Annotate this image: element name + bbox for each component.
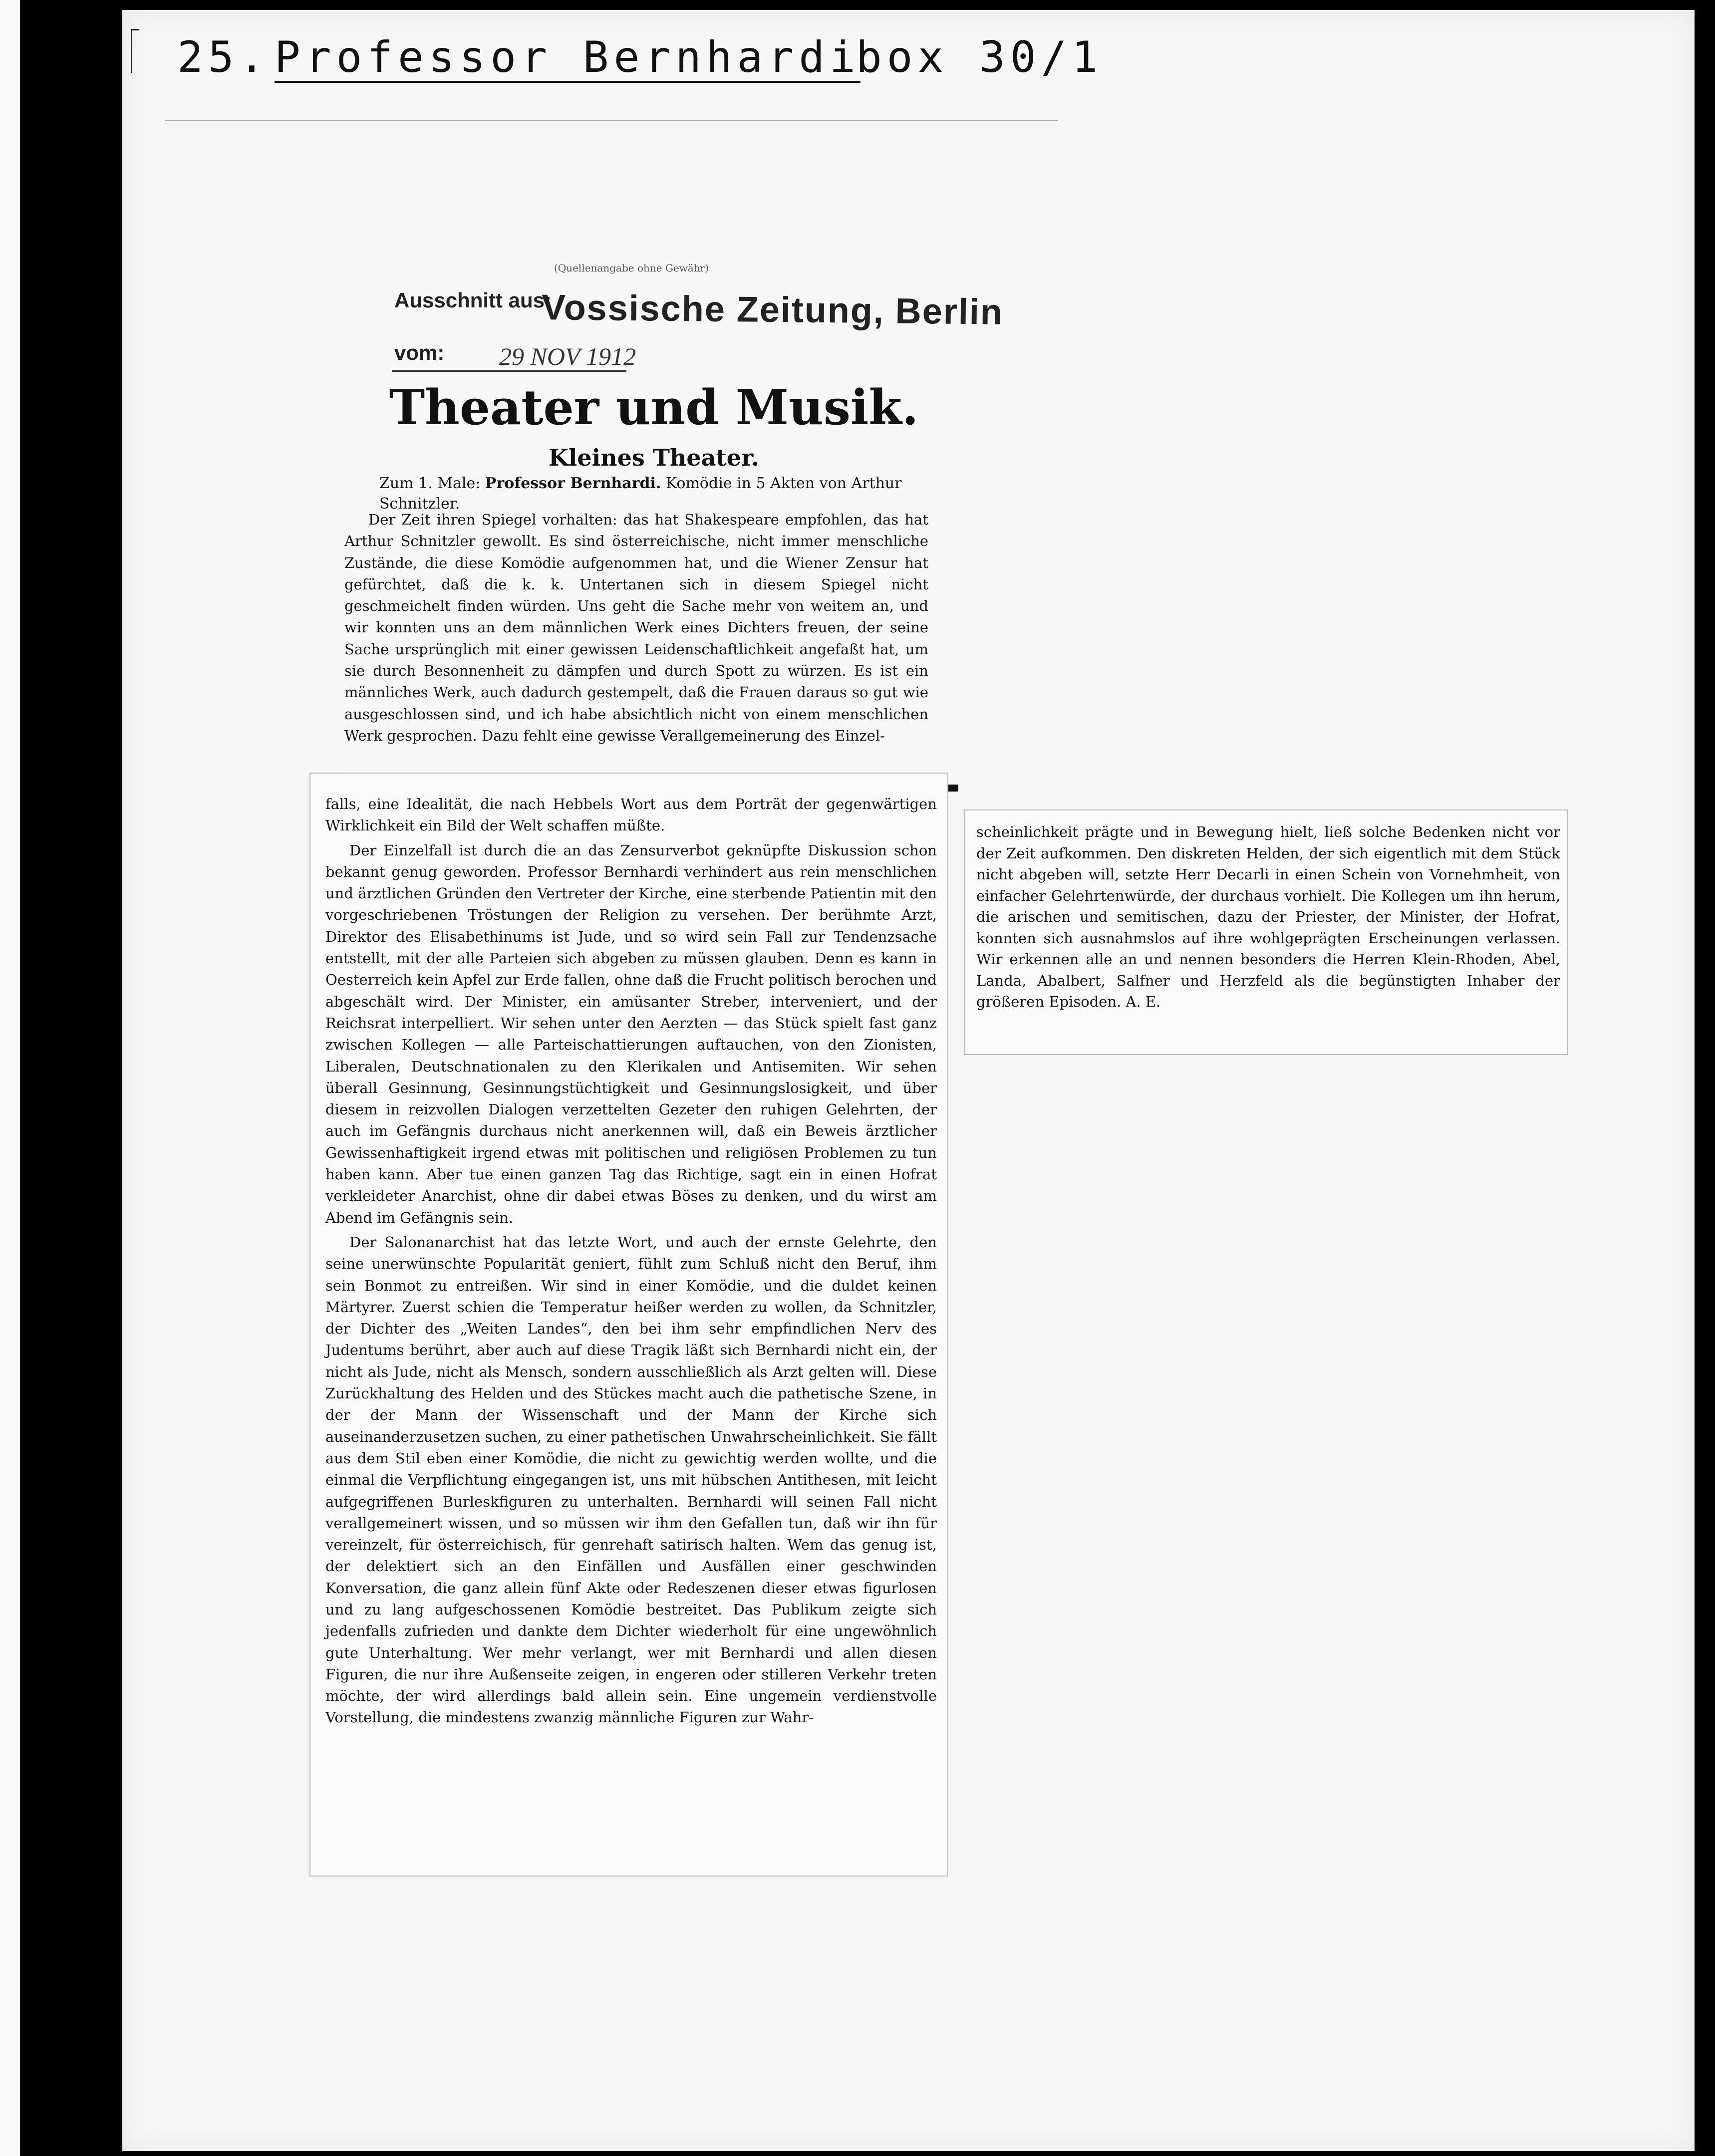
folder-number: 25.: [177, 32, 270, 82]
clipping-date: 29 NOV 1912: [499, 342, 636, 370]
folder-title: Professor Bernhardi: [275, 32, 860, 82]
article-heading: Theater und Musik.: [389, 379, 919, 436]
header-rule: [165, 120, 1058, 121]
clipping-column-c-panel: [964, 809, 1568, 1055]
source-label: Ausschnitt aus:: [394, 288, 552, 312]
source-newspaper: Vossische Zeitung, Berlin: [541, 287, 1004, 332]
column-c-text: scheinlichkeit prägte und in Bewegung hielt, ließ solche Bedenken nicht vor der Zeit aufkommen. Den diskreten Helden, der sich eigentlich mit dem Stück nicht abgeben will, setzte Herr Decarli in einen Schein von Vornehmheit, von einfacher Gelehrtenwürde, der durchaus vorhielt. Die Kollegen um ihn herum, die arischen und semitischen, dazu der Priester, der Minister, der Hofrat, konnten sich ausnahmslos auf ihre wohlgeprägten Erscheinungen verlassen. Wir erkennen alle an und nennen besonders die Herren Klein-Rhoden, Abel, Landa, Abalbert, Salfner und Herzfeld als die begünstigten Inhaber der größeren Episoden.: [976, 823, 1560, 1010]
quellenangabe-note: (Quellenangabe ohne Gewähr): [554, 262, 709, 274]
article-signature: A. E.: [1126, 993, 1161, 1010]
article-intro: [379, 473, 938, 514]
intro-prefix: Zum 1. Male:: [379, 475, 481, 492]
article-column-c: [976, 821, 1560, 1013]
intro-play-title: Professor Bernhardi.: [485, 475, 661, 492]
column-b-paragraph-3: Der Salonanarchist hat das letzte Wort, und auch der ernste Gelehrte, den seine unerwünschte Popularität geniert, fühlt zum Schluß nicht den Beruf, ihm sein Bonmot zu entreißen. Wir sind in einer Komödie, und die duldet keinen Märtyrer. Zuerst schien die Temperatur heißer werden zu wollen, da Schnitzler, der Dichter des „Weiten Landes“, den bei ihm sehr empfindlichen Nerv des Judentums berührt, aber auch auf diese Tragik läßt sich Bernhardi nicht ein, der nicht als Jude, nicht als Mensch, sondern ausschließlich als Arzt gelten will. Diese Zurückhaltung des Helden und des Stückes macht auch die pathetische Szene, in der der Mann der Wissenschaft und der Mann der Kirche sich auseinanderzusetzen suchen, zu einer pathetischen Unwahrscheinlichkeit. Sie fällt aus dem Stil eben einer Komödie, die nicht zu gewichtig werden wollte, und die einmal die Verpflichtung eingegangen ist, uns mit hübschen Antithesen, mit leicht aufgegriffenen Burleskfiguren zu unterhalten. Bernhardi will seinen Fall nicht verallgemeinert wissen, und so müssen wir ihm den Gefallen tun, daß wir ihn für vereinzelt, für österreichisch, für genrehaft satirisch halten. Wem das genug ist, der delektiert sich an den Einfällen und Ausfällen einer geschwinden Konversation, die ganz allein fünf Akte oder Redeszenen dieser etwas figurlosen und zu lang aufgeschossenen Komödie bestreitet. Das Publikum zeigte sich jedenfalls zufrieden und dankte dem Dichter wiederholt für eine ungewöhnlich gute Unterhaltung. Wer mehr verlangt, wer mit Bernhardi und allen diesen Figuren, die nur ihre Außenseite zeigen, in engeren oder stilleren Verkehr treten möchte, der wird allerdings bald allein sein. Eine ungemein verdienstvolle Vorstellung, die mindestens zwanzig männliche Figuren zur Wahr-: [325, 1233, 937, 1726]
corner-mark-top: [131, 29, 139, 30]
column-a-text: Der Zeit ihren Spiegel vorhalten: das hat Shakespeare empfohlen, das hat Arthur Schnitzler gewollt. Es sind österreichische, nicht immer menschliche Zustände, die diese Komödie aufgenommen hat, und die Wiener Zensur hat gefürchtet, daß die k. k. Untertanen sich in diesem Spiegel nicht geschmeichelt finden würden. Uns geht die Sache mehr von weitem an, und wir konnten uns an dem männlichen Werk eines Dichters freuen, der seine Sache ursprünglich mit einer gewissen Leidenschaftlichkeit angefaßt hat, um sie durch Besonnenheit zu dämpfen und durch Spott zu würzen. Es ist ein männliches Werk, auch dadurch gestempelt, daß die Frauen daraus so gut wie ausgeschlossen sind, und ich habe absichtlich nicht von einem menschlichen Werk gesprochen. Dazu fehlt eine gewisse Verallgemeinerung des Einzel-: [344, 511, 928, 744]
clipping-column-b-panel: [309, 773, 948, 1877]
column-c-paragraph: [976, 821, 1560, 1013]
corner-mark: [131, 29, 132, 73]
column-b-paragraph-1: falls, eine Idealität, die nach Hebbels Wort aus dem Porträt der gegenwärtigen Wirklichkeit ein Bild der Welt schaffen müßte.: [325, 796, 937, 834]
article-subheading: Kleines Theater.: [548, 444, 760, 471]
article-column-b: [325, 794, 937, 1729]
column-b-paragraph-2: Der Einzelfall ist durch die an das Zensurverbot geknüpfte Diskussion schon bekannt genug geworden. Professor Bernhardi verhindert aus rein menschlichen und ärztlichen Gründen den Vertreter der Kirche, eine sterbende Patientin mit den vorgeschriebenen Tröstungen der Religion zu versehen. Der berühmte Arzt, Direktor des Elisabethinums ist Jude, und so wird sein Fall zur Tendenzsache entstellt, mit der alle Parteien sich abgeben zu müssen glauben. Denn es kann in Oesterreich kein Apfel zur Erde fallen, ohne daß die Frucht politisch berochen und abgeschält wird. Der Minister, ein amüsanter Streber, interveniert, und der Reichsrat interpelliert. Wir sehen unter den Aerzten — das Stück spielt fast ganz zwischen Kollegen — alle Parteischattierungen auftauchen, von den Zionisten, Liberalen, Deutschnationalen zu den Klerikalen und Antisemiten. Wir sehen überall Gesinnung, Gesinnungstüchtigkeit und Gesinnungslosigkeit, und über diesem in reizvollen Dialogen verzettelten Gezeter den ruhigen Gelehrten, der auch im Gefängnis durchaus nicht anerkennen will, daß ein Beweis ärztlicher Gewissenhaftigkeit irgend etwas mit politischen und religiösen Problemen zu tun haben kann. Aber tue einen ganzen Tag das Richtige, sagt ein in einen Hofrat verkleideter Anarchist, ohne dir dabei etwas Böses zu denken, und du wirst am Abend im Gefängnis sein.: [325, 841, 937, 1226]
left-page-edge: [0, 0, 20, 2156]
article-column-a: [344, 509, 928, 747]
date-underline: [392, 370, 626, 372]
box-label: box 30/1: [856, 32, 1103, 82]
intro-details: Komödie in 5 Akten von Arthur Schnitzler.: [379, 475, 902, 513]
date-label: vom:: [394, 341, 445, 364]
